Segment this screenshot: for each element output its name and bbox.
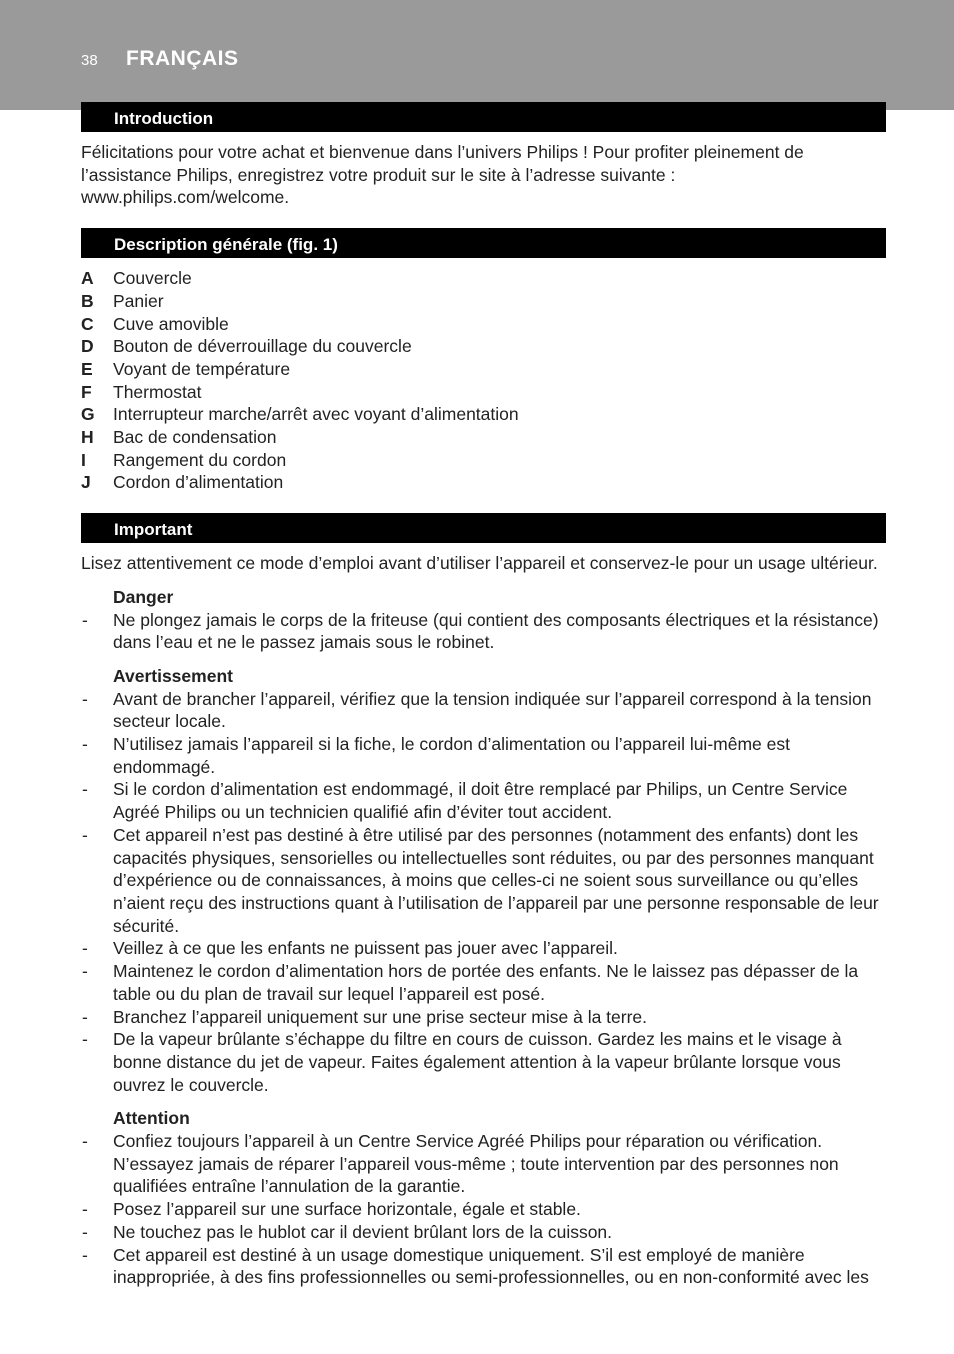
section-heading-introduction: Introduction	[81, 102, 886, 132]
part-letter: D	[81, 336, 94, 357]
list-item	[81, 960, 886, 1005]
list-item	[81, 449, 886, 472]
part-letter: E	[81, 358, 93, 379]
part-letter: I	[81, 449, 86, 470]
part-label: Interrupteur marche/arrêt avec voyant d’alimentation	[113, 404, 519, 425]
dash-bullet: -	[82, 734, 88, 755]
dash-bullet: -	[82, 1029, 88, 1050]
part-label: Voyant de température	[113, 358, 291, 379]
parts-list	[81, 267, 886, 494]
list-item	[81, 290, 886, 313]
list-item-text: Posez l’appareil sur une surface horizontale, égale et stable.	[113, 1199, 581, 1220]
list-item	[81, 824, 886, 938]
list-item	[81, 733, 886, 778]
dash-bullet: -	[82, 1199, 88, 1220]
list-item	[81, 313, 886, 336]
list-item-text: Si le cordon d’alimentation est endommagé, il doit être remplacé par Philips, un Centre Service Agréé Philips ou un technicien qualifié afin d’éviter tout accident.	[113, 779, 848, 823]
part-label: Cuve amovible	[113, 313, 229, 334]
list-item	[81, 403, 886, 426]
list-item	[81, 1221, 886, 1244]
list-item-text: Ne touchez pas le hublot car il devient brûlant lors de la cuisson.	[113, 1221, 613, 1242]
attention-list	[81, 1130, 886, 1289]
list-item-text: Confiez toujours l’appareil à un Centre Service Agréé Philips pour réparation ou vérification. N’essayez jamais de réparer l’appareil vous-même ; toute intervention par des personnes non qualifiées entraîne l’annulation de la garantie.	[113, 1131, 839, 1197]
list-item	[81, 688, 886, 733]
part-label: Thermostat	[113, 381, 202, 402]
section-heading-important: Important	[81, 513, 886, 543]
list-item	[81, 937, 886, 960]
page-header	[0, 0, 954, 110]
part-label: Bac de condensation	[113, 427, 277, 448]
dash-bullet: -	[82, 938, 88, 959]
part-label: Bouton de déverrouillage du couvercle	[113, 336, 412, 357]
list-item	[81, 1244, 886, 1289]
part-letter: A	[81, 268, 94, 289]
page-number: 38	[81, 52, 98, 69]
list-item-text: Avant de brancher l’appareil, vérifiez que la tension indiquée sur l’appareil correspond à la tension secteur locale.	[113, 688, 872, 732]
dash-bullet: -	[82, 824, 88, 845]
part-label: Panier	[113, 290, 164, 311]
part-letter: F	[81, 381, 92, 402]
list-item	[81, 267, 886, 290]
subheading-danger: Danger	[113, 586, 174, 607]
list-item-text: De la vapeur brûlante s’échappe du filtre en cours de cuisson. Gardez les mains et le visage à bonne distance du jet de vapeur. Faites également attention à la vapeur brûlante lorsque vous ouvrez le couvercle.	[113, 1029, 842, 1095]
dash-bullet: -	[82, 1131, 88, 1152]
list-item-text: Ne plongez jamais le corps de la friteuse (qui contient des composants électriques et la résistance) dans l’eau et ne le passez jamais sous le robinet.	[113, 609, 879, 653]
list-item-text: Branchez l’appareil uniquement sur une prise secteur mise à la terre.	[113, 1006, 648, 1027]
list-item	[81, 471, 886, 494]
page-content	[81, 102, 886, 1289]
dash-bullet: -	[82, 779, 88, 800]
dash-bullet: -	[82, 688, 88, 709]
part-letter: H	[81, 427, 94, 448]
list-item-text: Veillez à ce que les enfants ne puissent pas jouer avec l’appareil.	[113, 938, 618, 959]
list-item	[81, 426, 886, 449]
part-label: Cordon d’alimentation	[113, 472, 284, 493]
language-title: FRANÇAIS	[126, 47, 239, 70]
important-intro-text: Lisez attentivement ce mode d’emploi avant d’utiliser l’appareil et conservez-le pour un usage ultérieur.	[81, 553, 878, 574]
dash-bullet: -	[82, 609, 88, 630]
list-item	[81, 1130, 886, 1198]
list-item	[81, 1006, 886, 1029]
list-item	[81, 1028, 886, 1096]
section-heading-description: Description générale (fig. 1)	[81, 228, 886, 258]
list-item	[81, 358, 886, 381]
list-item	[81, 335, 886, 358]
part-letter: J	[81, 472, 91, 493]
introduction-text: Félicitations pour votre achat et bienvenue dans l’univers Philips ! Pour profiter pleinement de l’assistance Philips, enregistrez votre produit sur le site à l’adresse suivante : www.philips.com/welcome.	[81, 142, 804, 208]
dash-bullet: -	[82, 1244, 88, 1265]
subheading-avertissement: Avertissement	[113, 665, 233, 686]
part-label: Rangement du cordon	[113, 449, 287, 470]
subheading-attention: Attention	[113, 1108, 190, 1129]
dash-bullet: -	[82, 1006, 88, 1027]
dash-bullet: -	[82, 1221, 88, 1242]
list-item	[81, 381, 886, 404]
list-item-text: Cet appareil est destiné à un usage domestique uniquement. S’il est employé de manière inappropriée, à des fins professionnelles ou semi-professionnelles, ou en non-conformité avec les	[113, 1244, 869, 1288]
list-item	[81, 609, 886, 654]
list-item	[81, 778, 886, 823]
part-letter: C	[81, 313, 94, 334]
list-item-text: Cet appareil n’est pas destiné à être utilisé par des personnes (notamment des enfants) dont les capacités physiques, sensorielles ou intellectuelles sont réduites, ou par des personnes manquant d’expérience ou de connaissances, à moins que celles-ci ne soient sous surveillance ou qu’elles n’aient reçu des instructions quant à l’utilisation de l’appareil par une personne responsable de leur sécurité.	[113, 824, 879, 936]
part-letter: G	[81, 404, 95, 425]
avertissement-list	[81, 688, 886, 1097]
dash-bullet: -	[82, 961, 88, 982]
danger-list	[81, 609, 886, 654]
list-item	[81, 1198, 886, 1221]
list-item-text: Maintenez le cordon d’alimentation hors de portée des enfants. Ne le laissez pas dépasser de la table ou du plan de travail sur lequel l’appareil est posé.	[113, 961, 859, 1004]
list-item-text: N’utilisez jamais l’appareil si la fiche, le cordon d’alimentation ou l’appareil lui-même est endommagé.	[113, 734, 790, 777]
part-label: Couvercle	[113, 268, 192, 289]
part-letter: B	[81, 290, 94, 311]
